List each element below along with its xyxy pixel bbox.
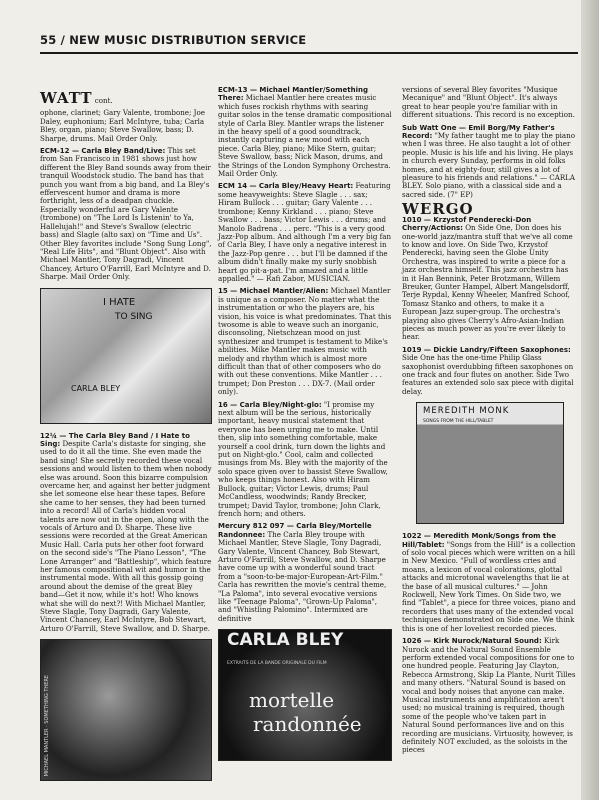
entry-body: Featuring some heavyweights: Steve Slagle . . . sax; Hiram Bullock . . . guitar; Gary Valente . . . trombone; Kenny Kirkland . . . piano; Steve Swallow . . . bass; Victor Lewis . . . drums; and Manolo Badrena . . . perc. "This is a very good Jazz-Pop album. And although I'm a very big fan of Carla Bley, I have only a negative interest in the Jazz-Pop genre . . . but I'll be damned if the album didn't finally make my surly snobbish heart go pit-a-pat. I'm amazed and a little appalled." — Rafi Zabor, MUSICIAN. (218, 181, 392, 283)
cover-subtitle: SONGS FROM THE HILL/TABLET (423, 419, 494, 425)
cover-text: CARLA BLEY (71, 383, 121, 393)
entry-1022 (402, 532, 576, 633)
cover-subtitle: EXTRAITS DE LA BANDE ORIGINALE DU FILM (227, 661, 327, 667)
photo-caption: MICHAEL MANTLER · SOMETHING THERE (44, 674, 50, 777)
entry-body: Despite Carla's distaste for singing, she used to do it all the time. She even made the band sing! She secretly recorded these vocal sessions and would listen to them when nobody else was around. Soon this bizarre compulsion overcame her, and against her better judgment she let someone else hear these tapes. Before she came to her senses, they had been turned into a record! All of Carla's hidden vocal talents are now out in the open, along with the vocals of Arturo and D. Sharpe. These live sessions were recorded at the Great American Music Hall. Carla puts her other foot forward on the second side's "The Piano Lesson", "The Lone Arranger" and "Battleship", which feature her famous compositional wit and humor in the instrumental mode. With all this gossip going around about the demise of the great Bley band—Get it now, while it's hot! Who knows what she will do next?! With Michael Mantler, Steve Slagle, Tony Dagradi, Gary Valente, Vincent Chancey, Earl McIntyre, Bob Stewart, Arturo O'Farrill, Steve Swallow, and D. Sharpe. (40, 438, 212, 633)
entry-title: 1010 — Krzystof Penderecki-Don Cherry/Actions: (402, 215, 532, 233)
label-heading-watt: WATT (40, 89, 93, 107)
entry-body: "My father taught me to play the piano when I was three. He also taught a lot of other people. Music is his life and his living. He plays in church every Sunday, performs in old folks homes, and at eighty-four, still gives a lot of pleasure to his friends and relations." — CARLA BLEY. Solo piano, with a classical side and a sacred side. (7" EP) (402, 131, 576, 199)
entry-16 (218, 401, 392, 519)
entry-title: 1022 — Meredith Monk/Songs from the Hill/Tablet: (402, 532, 556, 549)
header-rule (40, 52, 578, 54)
entry-continued: versions of several Bley favorites "Musique Mecanique" and "Blunt Object". It's always great to hear people you're familiar with in different situations. This record is no exception. (402, 85, 575, 120)
entry-title: Mercury 812 097 — Carla Bley/Mortelle Randonnee: (218, 522, 372, 539)
cover-title: MEREDITH MONK (423, 406, 510, 417)
cover-artist: CARLA BLEY (227, 630, 344, 651)
entry-1010 (402, 216, 576, 342)
entry-title: ECM-12 — Carla Bley Band/Live: (40, 147, 166, 156)
cover-title: mortelle (249, 688, 335, 713)
cover-text: I HATE (103, 296, 136, 308)
entry-title: 1026 — Kirk Nurock/Natural Sound: (402, 637, 542, 646)
entry-body: "Songs from the Hill" is a collection of solo vocal pieces which were written on a hill in New Mexico. "Full of wordless cries and moans, a lexicon of vocal colorations, glottal attacks and microtonal wavelengths that lie at the base of all musical cultures." — John Rockwell, New York Times. On Side two, we find "Tablet", a piece for three voices, piano and recorders that uses many of the extended vocal techniques demonstrated on Side one. We think this is one of her loveliest recorded pieces. (402, 539, 576, 633)
entry-title: 15 — Michael Mantler/Alien: (218, 287, 329, 296)
entry-title: Sub Watt One — Emil Borg/My Father's Record: (402, 123, 555, 141)
column-3 (402, 86, 576, 759)
album-photo-michael-mantler (40, 639, 212, 781)
entry-title: ECM-13 — Michael Mantler/Something There: (218, 86, 369, 103)
album-cover-meredith-monk (416, 402, 564, 524)
entry-mercury-812-097 (218, 522, 392, 623)
entry-1019 (402, 346, 576, 396)
label-heading-wergo: WERGO (402, 200, 474, 219)
label-cont: cont. (94, 96, 113, 105)
entry-ecm-13 (218, 86, 392, 178)
entry-12-quarter (40, 432, 212, 634)
column-2 (218, 86, 392, 769)
entry-title: 16 — Carla Bley/Night-glo: (218, 400, 322, 409)
cover-text: TO SING (115, 311, 153, 322)
entry-title: 12¼ — The Carla Bley Band / I Hate to Sing: (40, 431, 190, 448)
entry-body: Michael Mantler is unique as a composer. No matter what the instrumentation or who the players are, his vision, his voice is what predominates. That this twosome is able to weave such an inorganic, disconsoling, Nietschzean mood on just synthesizer and trumpet is testament to Mike's abilities. Mike Mantler makes music with melody and rhythm which is almost more difficult than that of other composers who do with out these conventions. Mike Mantler . . . trumpet; Don Preston . . . DX-7. (Mail order only). (218, 286, 392, 397)
label-line (40, 89, 212, 107)
entry-sub-watt-one (402, 124, 576, 200)
album-cover-mortelle-randonnee (218, 629, 392, 761)
entry-body: Michael Mantler here creates music which fuses rockish rhythms with searing guitar solos in the tense dramatic compositional style of Carla Bley. Mantler wraps the listener in the heavy spell of a good soundtrack, instantly capturing a new mood with each piece. Carla Bley, piano; Mike Stern, guitar; Steve Swallow, bass; Nick Mason, drums, and the Strings of the London Symphony Orchestra. Mail Order Only. (218, 93, 392, 179)
entry-body: Kirk Nurock and the Natural Sound Ensemble perform extended vocal compositions for one to one hundred people. Featuring Jay Clayton, Rebecca Armstrong, Skip La Plante, Nurit Tilles and many others. "Natural Sound is based on vocal and body noises that anyone can make. Musical instruments and amplification aren't used; no musical training is required, though some of the people who've taken part in Natural Sound performances live and on this recording are musicians. Virtuosity, however, is definitely NOT excluded, as the soloists in the pieces (402, 636, 576, 755)
entry-body: This set from San Francisco in 1981 shows just how different the Bley Band sounds away from their tranquil Woodstock studio. The band has that punch you want from a big band, and La Bley's effervescent humor and drama is more forthright, less of a deadpan chuckle. Especially wonderful are Gary Valente (trombone) on "The Lord Is Listenin' to Ya, Hallelujah!" and Steve's Swallow (electric bass) and Slagle (alto sax) on "Time and Us". Other Bley favorites include "Song Sung Long", "Real Life Hits", and "Blunt Object". Also with Michael Mantler, Tony Dagradi, Vincent Chancey, Arturo O'Farrill, Earl McIntyre and D. Sharpe. Mail Order Only. (40, 146, 212, 282)
entry-continued: ophone, clarinet; Gary Valente, trombone; Joe Daley, euphonium; Earl McIntyre, tuba; Carla Bley, organ, piano; Steve Swallow, bass; D. Sharpe, drums. Mail Order Only. (40, 108, 205, 143)
entry-title: ECM 14 — Carla Bley/Heavy Heart: (218, 182, 354, 191)
page-spine (581, 0, 599, 800)
entry-ecm-14 (218, 182, 392, 283)
page-header: 55 / NEW MUSIC DISTRIBUTION SERVICE (40, 33, 307, 47)
entry-1026 (402, 637, 576, 755)
entry-body: The Carla Bley troupe with Michael Mantler, Steve Slagle, Tony Dagradi, Gary Valente, Vincent Chancey, Bob Stewart, Arturo O'Farrill, Steve Swallow, and D. Sharpe have come up with a wonderful sound tract from a "soon-to-be-major-European-Art-Film." Carla has rewritten the movie's central theme, "La Paloma", into several evocative versions like "Teenage Paloma", "Grown-Up Paloma", and "Whistling Palomino". Intermixed are definitive (218, 529, 387, 623)
entry-ecm-12 (40, 147, 212, 282)
entry-body: Side One has the one-time Philip Glass saxophonist overdubbing fifteen saxophones on one track and four flutes on another. Side Two features an extended solo sax piece with digital delay. (402, 353, 574, 396)
column-1 (40, 89, 212, 789)
cover-title: randonnée (253, 712, 362, 737)
entry-title: 1019 — Dickie Landry/Fifteen Saxophones: (402, 345, 571, 354)
album-cover-i-hate-to-sing (40, 288, 212, 424)
entry-body: "I promise my next album will be the serious, historically important, heavy musical statement that everyone has been urging me to make. Until then, slip into something comfortable, make yourself a cool drink, turn down the lights and put on Night-glo." Cool, calm and collected musings from Ms. Bley with the majority of the solo space given over to bassist Steve Swallow, who keeps things honest. Also with Hiram Bullock, guitar; Victor Lewis, drums; Paul McCandless, woodwinds; Randy Brecker, trumpet; David Taylor, trombone; John Clark, french horn; and others. (218, 399, 388, 518)
entry-15 (218, 287, 392, 396)
entry-body: On Side One, Don does his one-world jazz/mantra stuff that we've all come to know and love. On Side Two, Krzystof Penderecki, having seen the Globe Unity Orchestra, was inspired to write a piece for a jazz orchestra himself. This jazz orchestra has in it Han Bennink, Peter Brotzmann, Willem Breuker, Gunter Hampel, Albert Mangelsdorff, Terje Rypdal, Kenny Wheeler, Manfred Schoof, Tomasz Stanko and others, to make it a European Jazz super-group. The orchestra's playing also gives Cherry's Afro-Asian-Indian pieces as much power as you're ever likely to hear. (402, 223, 573, 342)
